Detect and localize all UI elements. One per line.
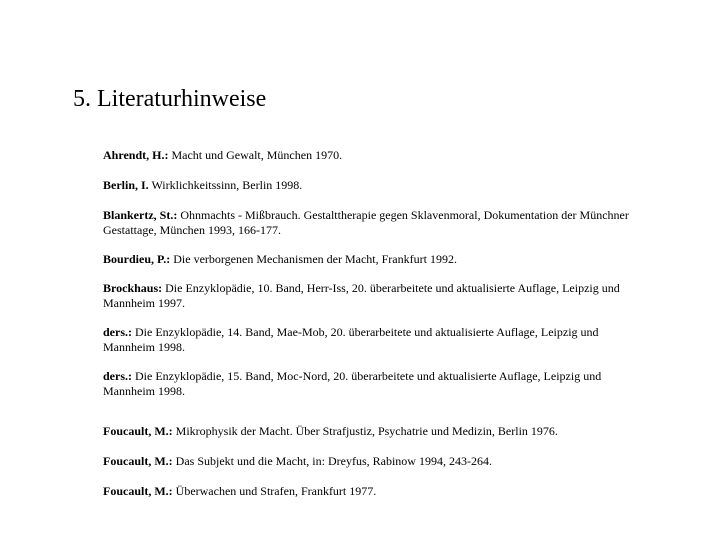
section-heading: 5. Literaturhinweise bbox=[73, 86, 267, 112]
reference-item bbox=[103, 148, 638, 163]
reference-item bbox=[103, 454, 638, 469]
reference-item bbox=[103, 484, 638, 499]
reference-author: Foucault, M.: bbox=[103, 424, 173, 438]
reference-text: Das Subjekt und die Macht, in: Dreyfus, Rabinow 1994, 243-264. bbox=[172, 454, 492, 468]
reference-author: ders.: bbox=[103, 369, 132, 383]
reference-list bbox=[103, 148, 638, 499]
reference-author: Blankertz, St.: bbox=[103, 208, 178, 222]
reference-item bbox=[103, 325, 638, 355]
reference-text: Die Enzyklopädie, 10. Band, Herr-Iss, 20. überarbeitete und aktualisierte Auflage, Leipzig und Mannheim 1997. bbox=[103, 281, 620, 310]
reference-item bbox=[103, 281, 638, 311]
reference-author: Foucault, M.: bbox=[103, 454, 173, 468]
reference-item bbox=[103, 208, 638, 238]
reference-item bbox=[103, 369, 638, 399]
reference-text: Ohnmachts - Mißbrauch. Gestalttherapie gegen Sklavenmoral, Dokumentation der Münchner Gestattage, München 1993, 166-177. bbox=[103, 208, 629, 237]
reference-item bbox=[103, 424, 638, 439]
reference-item bbox=[103, 178, 638, 193]
reference-author: Bourdieu, P.: bbox=[103, 252, 171, 266]
reference-text: Mikrophysik der Macht. Über Strafjustiz, Psychatrie und Medizin, Berlin 1976. bbox=[172, 424, 558, 438]
reference-author: Ahrendt, H.: bbox=[103, 148, 169, 162]
reference-item bbox=[103, 252, 638, 267]
reference-text: Wirklichkeitssinn, Berlin 1998. bbox=[148, 178, 303, 192]
reference-text: Macht und Gewalt, München 1970. bbox=[168, 148, 343, 162]
reference-author: ders.: bbox=[103, 325, 132, 339]
reference-text: Die Enzyklopädie, 15. Band, Moc-Nord, 20. überarbeitete und aktualisierte Auflage, Leipzig und Mannheim 1998. bbox=[103, 369, 602, 398]
reference-text: Überwachen und Strafen, Frankfurt 1977. bbox=[172, 484, 377, 498]
reference-author: Brockhaus: bbox=[103, 281, 163, 295]
reference-text: Die verborgenen Mechanismen der Macht, Frankfurt 1992. bbox=[170, 252, 457, 266]
reference-text: Die Enzyklopädie, 14. Band, Mae-Mob, 20. überarbeitete und aktualisierte Auflage, Leipzig und Mannheim 1998. bbox=[103, 325, 599, 354]
reference-author: Berlin, I. bbox=[103, 178, 149, 192]
reference-author: Foucault, M.: bbox=[103, 484, 173, 498]
